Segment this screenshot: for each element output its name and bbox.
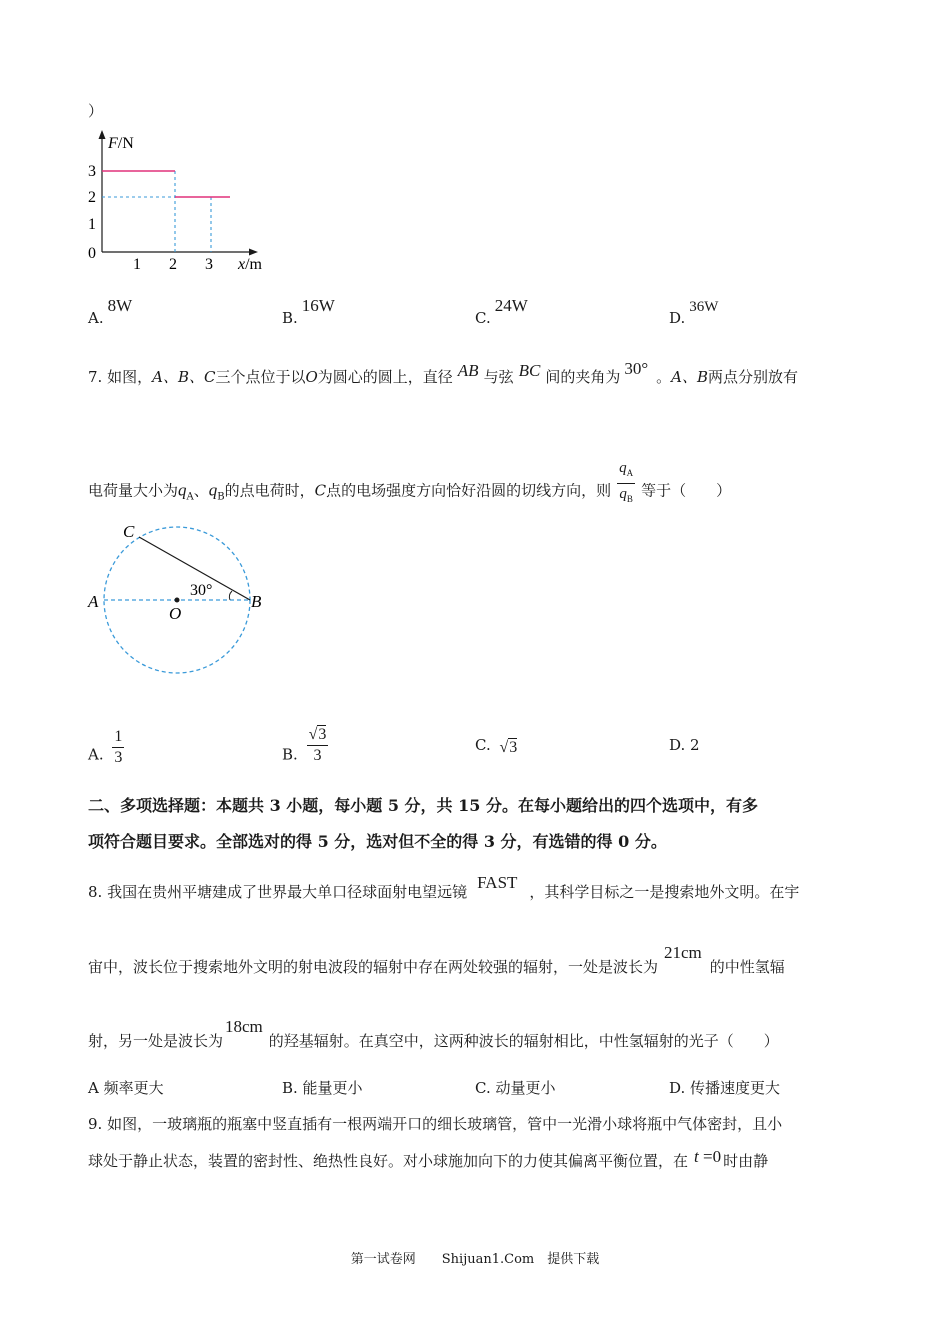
section2-heading-line2: 项符合题目要求。全部选对的得 5 分，选对但不全的得 3 分，有选错的得 0 分。	[88, 832, 667, 851]
y-tick-1: 1	[88, 216, 96, 233]
center-point	[175, 598, 180, 603]
section2-heading-line1: 二、多项选择题：本题共 3 小题，每小题 5 分，共 15 分。在每小题给出的四个选项中，有多	[88, 796, 758, 815]
y-tick-3: 3	[88, 163, 96, 180]
q9-stem-line2: 球处于静止状态，装置的密封性、绝热性良好。对小球施加向下的力使其偏离平衡位置，在 t =0 时由静	[88, 1147, 769, 1170]
x-tick-2: 2	[169, 256, 177, 273]
x-tick-3: 3	[205, 256, 213, 273]
q8-option-a[interactable]: A 频率更大	[88, 1079, 164, 1097]
q8-option-c[interactable]: C. 动量更小	[475, 1079, 556, 1097]
q9-stem-line1: 9. 如图，一玻璃瓶的瓶塞中竖直插有一根两端开口的细长玻璃管，管中一光滑小球将瓶中气体密封，且小	[88, 1115, 783, 1133]
y-axis-arrow	[99, 130, 106, 139]
label-c: C	[123, 522, 135, 541]
page-footer: 第一试卷网 Shijuan1.Com 提供下载	[350, 1252, 600, 1267]
q8-stem-line3: 射，另一处是波长为18cm的羟基辐射。在真空中，这两种波长的辐射相比，中性氢辐射的光子（ ）	[88, 1017, 779, 1050]
q8-stem-line2: 宙中，波长位于搜索地外文明的射电波段的辐射中存在两处较强的辐射，一处是波长为21cm的中性氢辐	[88, 943, 785, 976]
force-displacement-graph	[80, 128, 280, 278]
q7-ratio-fraction: $\frac{q_A}{q_B}$	[619, 460, 634, 504]
q7-stem-line1: 7. 如图，A、B、C三个点位于以O为圆心的圆上，直径 AB 与弦 BC 间的夹角为 30° 。A、B两点分别放有	[88, 359, 799, 386]
q7-circle-figure	[80, 515, 280, 680]
q8-stem-line1: 8. 我国在贵州平塘建成了世界最大单口径球面射电望远镜 FAST ，其科学目标之一是搜索地外文明。在宇	[88, 873, 800, 901]
q6-option-c[interactable]: C.24W	[475, 296, 528, 327]
label-o: O	[169, 604, 182, 623]
y-tick-0: 0	[88, 245, 96, 262]
q8-option-d[interactable]: D. 传播速度更大	[669, 1079, 781, 1097]
label-b: B	[251, 592, 262, 611]
label-a: A	[88, 592, 99, 611]
q7-option-c[interactable]: C. √3	[475, 736, 518, 756]
label-angle: 30°	[190, 582, 213, 599]
q8-option-b[interactable]: B. 能量更小	[282, 1079, 363, 1097]
q6-option-d[interactable]: D.36W	[669, 299, 719, 327]
q7-option-a[interactable]: A. $\frac{1}{3}$	[88, 728, 123, 766]
q6-option-b[interactable]: B.16W	[282, 296, 335, 327]
q7-option-b[interactable]: B. $\frac{√3}{3}$	[282, 726, 327, 764]
x-axis-arrow	[249, 249, 258, 256]
q7-option-d[interactable]: D. 2	[669, 736, 700, 754]
angle-arc	[229, 591, 232, 600]
x-axis-label: x/m	[238, 256, 262, 273]
q7-stem-line2: 电荷量大小为$q_A$、$q_B$的点电荷时，C点的电场强度方向恰好沿圆的切线方向，则 $\frac{q_A}{q_B}$ 等于（ ）	[88, 466, 731, 517]
fragment-paren: ）	[88, 102, 104, 120]
q6-option-a[interactable]: A.8W	[88, 296, 133, 327]
y-tick-2: 2	[88, 189, 96, 206]
x-tick-1: 1	[133, 256, 141, 273]
y-axis-label: F/N	[108, 135, 134, 152]
